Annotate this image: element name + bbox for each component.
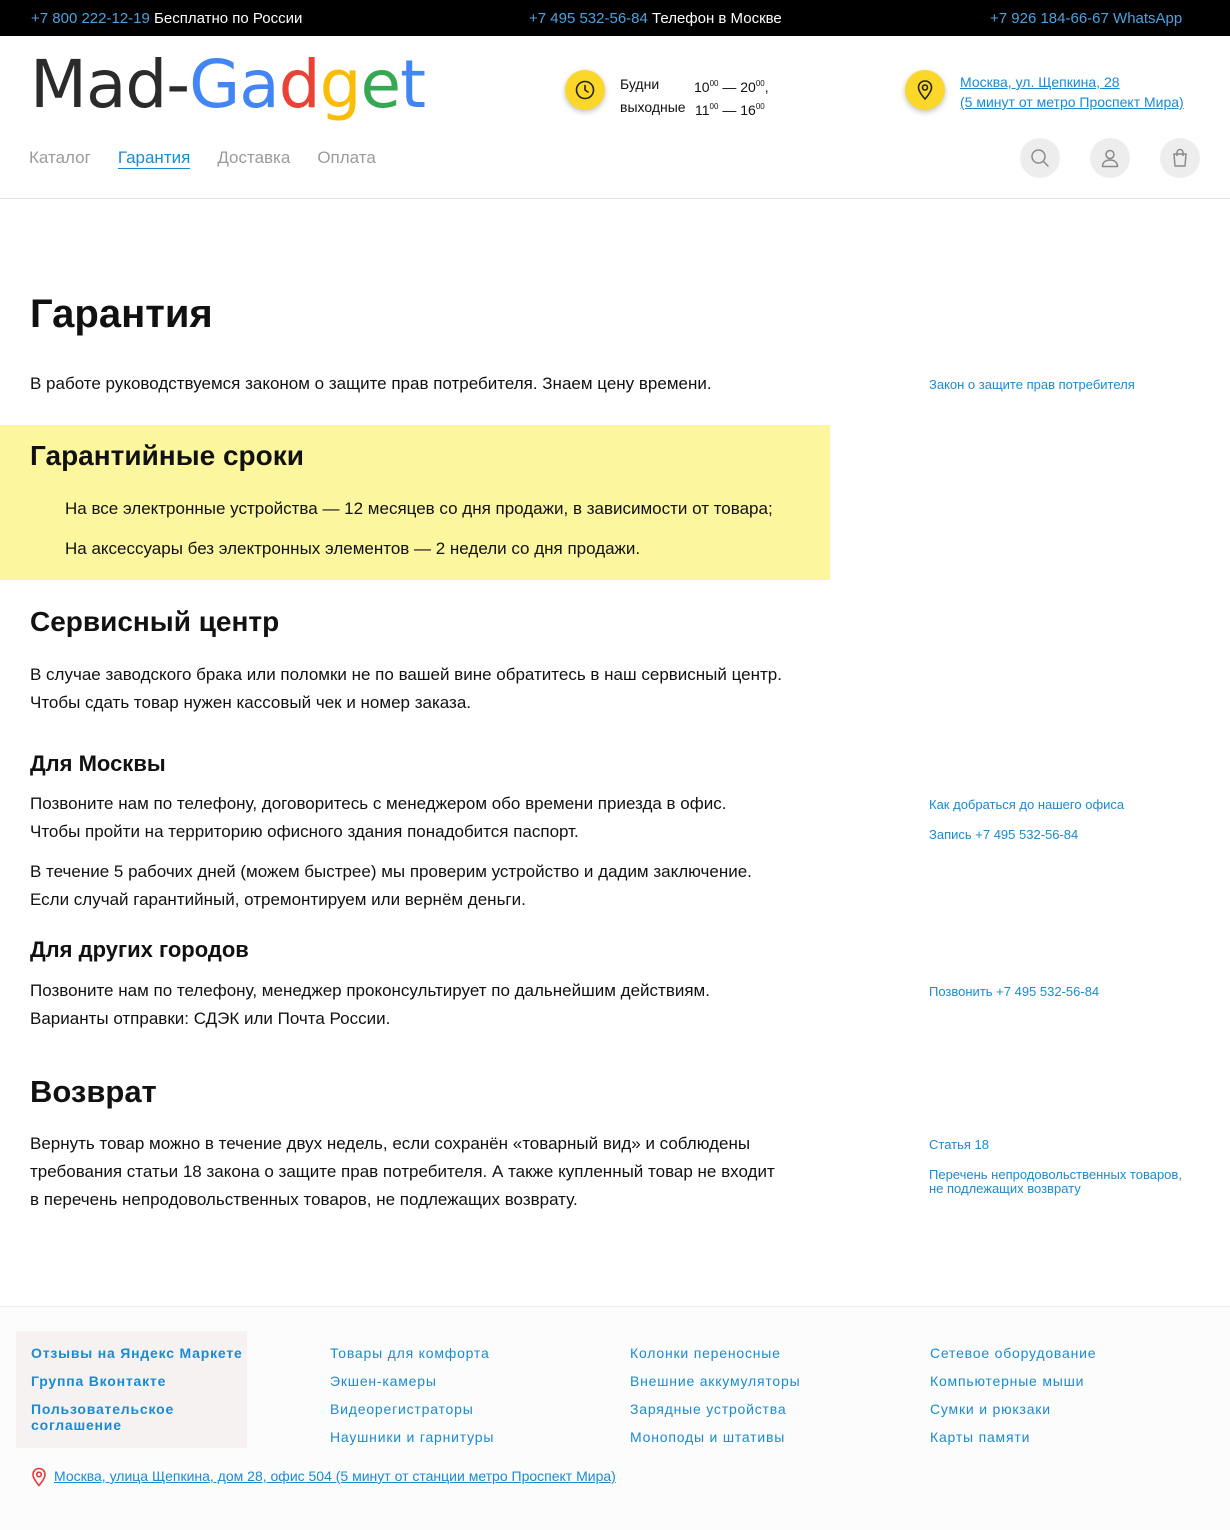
footer-category-link[interactable]: Экшен-камеры [330,1373,437,1389]
cart-button[interactable] [1160,138,1200,178]
search-icon [1029,147,1051,169]
office-directions-link[interactable]: Как добраться до нашего офиса [929,797,1125,812]
text-line: В случае заводского брака или поломки не по вашей вине обратитесь в наш сервисный центр. [30,665,782,684]
footer-category-link[interactable]: Моноподы и штативы [630,1429,786,1445]
phone-label: Телефон в Москве [652,10,782,27]
footer-address-link[interactable]: Москва, улица Щепкина, дом 28, офис 504 (5 минут от станции метро Проспект Мира) [54,1468,616,1484]
return-title: Возврат [30,1074,157,1109]
moscow-text-2 [30,858,752,914]
location-pin-icon [905,70,945,110]
bag-icon [1169,147,1191,169]
footer-category-link[interactable]: Карты памяти [930,1429,1031,1445]
vk-group-link[interactable]: Группа Вконтакте [31,1373,167,1389]
footer-category-link[interactable]: Компьютерные мыши [930,1373,1085,1389]
top-bar [0,0,1230,36]
footer [0,1306,1230,1530]
appointment-phone-link[interactable]: Запись +7 495 532-56-84 [929,827,1079,842]
footer-category-link[interactable]: Видеорегистраторы [330,1401,474,1417]
footer-category-link[interactable]: Внешние аккумуляторы [630,1373,801,1389]
logo-text-mad: Mad- [30,46,190,123]
user-agreement-link-line2[interactable]: соглашение [31,1417,122,1433]
intro-text: В работе руководствуемся законом о защите прав потребителя. Знаем цену времени. [30,374,712,393]
warranty-term-item: На все электронные устройства — 12 месяцев со дня продажи, в зависимости от товара; [65,499,773,518]
clock-icon [565,70,605,110]
call-phone-link[interactable]: Позвонить +7 495 532-56-84 [929,984,1100,999]
header-divider [0,198,1230,199]
footer-category-link[interactable]: Сумки и рюкзаки [930,1401,1051,1417]
location-pin-icon [30,1467,48,1487]
phone-number[interactable]: +7 926 184-66-67 [990,10,1109,27]
phone-number[interactable]: +7 495 532-56-84 [529,10,648,27]
weekend-time: $11^{00}$ — $16^{00}$ [695,102,765,118]
logo-letter: t [400,46,426,123]
logo-letter: G [189,46,240,123]
moscow-text-1 [30,790,726,846]
service-text [30,661,782,717]
phone-whatsapp[interactable] [990,10,1182,27]
text-line: Позвоните нам по телефону, менеджер проконсультирует по дальнейшим действиям. [30,981,710,1000]
nav-catalog[interactable]: Каталог [29,148,91,167]
text-line: требования статьи 18 закона о защите прав потребителя. А также купленный товар не входит [30,1162,775,1181]
logo-letter: d [278,46,320,123]
weekdays-label: Будни [620,76,660,92]
nav-payment[interactable]: Оплата [317,148,376,167]
yandex-market-reviews-link[interactable]: Отзывы на Яндекс Маркете [31,1345,243,1361]
working-hours [620,74,769,120]
text-line: Чтобы пройти на территорию офисного здания понадобится паспорт. [30,822,579,841]
article-18-link[interactable]: Статья 18 [929,1137,989,1152]
user-icon [1099,147,1121,169]
logo-letter: a [239,46,279,123]
link-line[interactable]: Перечень непродовольственных товаров, [929,1167,1182,1182]
phone-moscow[interactable] [529,10,782,27]
footer-category-link[interactable]: Колонки переносные [630,1345,781,1361]
footer-category-link[interactable]: Наушники и гарнитуры [330,1429,495,1445]
weekend-label: выходные [620,99,686,115]
other-cities-text [30,977,710,1033]
text-line: в перечень непродовольственных товаров, не подлежащих возврату. [30,1190,578,1209]
moscow-title: Для Москвы [30,751,166,776]
account-button[interactable] [1090,138,1130,178]
logo-letter: g [319,46,361,123]
text-line: Чтобы сдать товар нужен кассовый чек и номер заказа. [30,693,471,712]
phone-free-russia[interactable] [31,10,302,27]
footer-category-link[interactable]: Товары для комфорта [330,1345,490,1361]
text-line: Если случай гарантийный, отремонтируем или вернём деньги. [30,890,526,909]
warranty-term-item: На аксессуары без электронных элементов — 2 недели со дня продажи. [65,539,641,558]
header-address[interactable] [960,72,1184,112]
other-cities-title: Для других городов [30,937,249,962]
footer-category-link[interactable]: Зарядные устройства [630,1401,787,1417]
phone-number[interactable]: +7 800 222-12-19 [31,10,150,27]
text-line: Вернуть товар можно в течение двух недель, если сохранён «товарный вид» и соблюдены [30,1134,751,1153]
service-center-title: Сервисный центр [30,606,280,637]
nav-warranty[interactable]: Гарантия [117,148,191,167]
consumer-law-link[interactable]: Закон о защите прав потребителя [929,377,1135,392]
address-line[interactable]: Москва, ул. Щепкина, 28 [960,74,1120,90]
weekdays-time: $10^{00}$ — $20^{00}$, [694,79,769,95]
address-metro[interactable]: (5 минут от метро Проспект Мира) [960,94,1184,110]
text-line: Варианты отправки: СДЭК или Почта России. [30,1009,391,1028]
footer-category-link[interactable]: Сетевое оборудование [930,1345,1097,1361]
logo[interactable] [30,46,426,123]
search-button[interactable] [1020,138,1060,178]
main-nav [29,148,403,169]
whatsapp-label[interactable]: WhatsApp [1113,10,1183,27]
warranty-terms-title: Гарантийные сроки [30,440,304,471]
text-line: В течение 5 рабочих дней (можем быстрее) мы проверим устройство и дадим заключение. [30,862,752,881]
phone-label: Бесплатно по России [154,10,303,27]
logo-letter: e [360,46,401,123]
non-returnable-list-link[interactable] [929,1168,1182,1196]
text-line: Позвоните нам по телефону, договоритесь с менеджером обо времени приезда в офис. [30,794,727,813]
user-agreement-link[interactable]: Пользовательское [31,1401,175,1417]
return-text [30,1130,775,1214]
page-title: Гарантия [30,292,213,336]
nav-delivery[interactable]: Доставка [217,148,291,167]
link-line[interactable]: не подлежащих возврату [929,1181,1081,1196]
